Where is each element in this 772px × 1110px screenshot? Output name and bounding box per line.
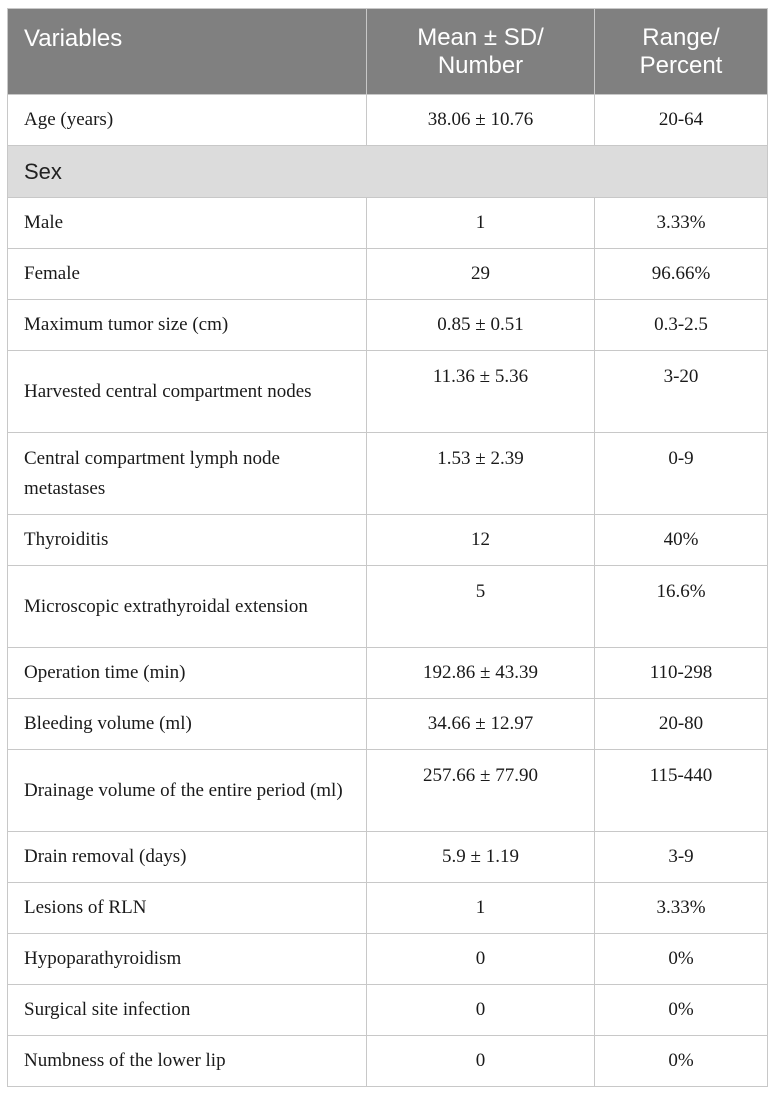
section-row-sex [8, 146, 768, 198]
row-label: Male [8, 198, 367, 249]
row-label: Harvested central compartment nodes [8, 351, 367, 433]
row-mean: 1 [367, 198, 595, 249]
row-mean: 1.53 ± 2.39 [367, 433, 595, 515]
table-row [8, 566, 768, 648]
row-range: 0-9 [595, 433, 768, 515]
row-label: Operation time (min) [8, 648, 367, 699]
table-row [8, 934, 768, 985]
row-label: Hypoparathyroidism [8, 934, 367, 985]
table-row [8, 648, 768, 699]
row-label: Thyroiditis [8, 515, 367, 566]
row-range: 0% [595, 1036, 768, 1087]
table-row [8, 198, 768, 249]
table-row [8, 1036, 768, 1087]
row-mean: 38.06 ± 10.76 [367, 95, 595, 146]
table-row [8, 750, 768, 832]
row-range: 40% [595, 515, 768, 566]
row-label: Bleeding volume (ml) [8, 699, 367, 750]
row-mean: 5 [367, 566, 595, 648]
row-mean: 12 [367, 515, 595, 566]
table-row [8, 883, 768, 934]
row-mean: 0 [367, 1036, 595, 1087]
results-table [7, 8, 768, 1087]
table-row [8, 515, 768, 566]
row-label: Central compartment lymph node metastases [8, 433, 367, 515]
row-label: Drainage volume of the entire period (ml) [8, 750, 367, 832]
row-label: Drain removal (days) [8, 832, 367, 883]
table-row [8, 351, 768, 433]
table-row [8, 249, 768, 300]
row-mean: 5.9 ± 1.19 [367, 832, 595, 883]
row-range: 0% [595, 934, 768, 985]
row-range: 0% [595, 985, 768, 1036]
row-mean: 34.66 ± 12.97 [367, 699, 595, 750]
row-mean: 0.85 ± 0.51 [367, 300, 595, 351]
row-label: Maximum tumor size (cm) [8, 300, 367, 351]
row-range: 3-9 [595, 832, 768, 883]
row-mean: 0 [367, 934, 595, 985]
row-mean: 0 [367, 985, 595, 1036]
row-label: Surgical site infection [8, 985, 367, 1036]
table-row [8, 832, 768, 883]
section-label: Sex [8, 146, 768, 198]
table-row [8, 300, 768, 351]
row-mean: 29 [367, 249, 595, 300]
row-range: 110-298 [595, 648, 768, 699]
row-mean: 1 [367, 883, 595, 934]
row-mean: 192.86 ± 43.39 [367, 648, 595, 699]
table-body [8, 95, 768, 1087]
header-mean-sd-number: Mean ± SD/ Number [367, 9, 595, 95]
row-range: 3.33% [595, 883, 768, 934]
header-range-percent: Range/ Percent [595, 9, 768, 95]
row-range: 115-440 [595, 750, 768, 832]
table-row [8, 985, 768, 1036]
row-mean: 11.36 ± 5.36 [367, 351, 595, 433]
row-label: Numbness of the lower lip [8, 1036, 367, 1087]
table-row [8, 433, 768, 515]
row-mean: 257.66 ± 77.90 [367, 750, 595, 832]
row-range: 3-20 [595, 351, 768, 433]
row-range: 20-80 [595, 699, 768, 750]
row-range: 20-64 [595, 95, 768, 146]
row-range: 96.66% [595, 249, 768, 300]
row-label: Microscopic extrathyroidal extension [8, 566, 367, 648]
row-range: 16.6% [595, 566, 768, 648]
row-label: Lesions of RLN [8, 883, 367, 934]
row-range: 3.33% [595, 198, 768, 249]
table-row [8, 95, 768, 146]
table-header [8, 9, 768, 95]
table-row [8, 699, 768, 750]
row-label: Age (years) [8, 95, 367, 146]
header-row [8, 9, 768, 95]
header-variables: Variables [8, 9, 367, 95]
row-label: Female [8, 249, 367, 300]
row-range: 0.3-2.5 [595, 300, 768, 351]
